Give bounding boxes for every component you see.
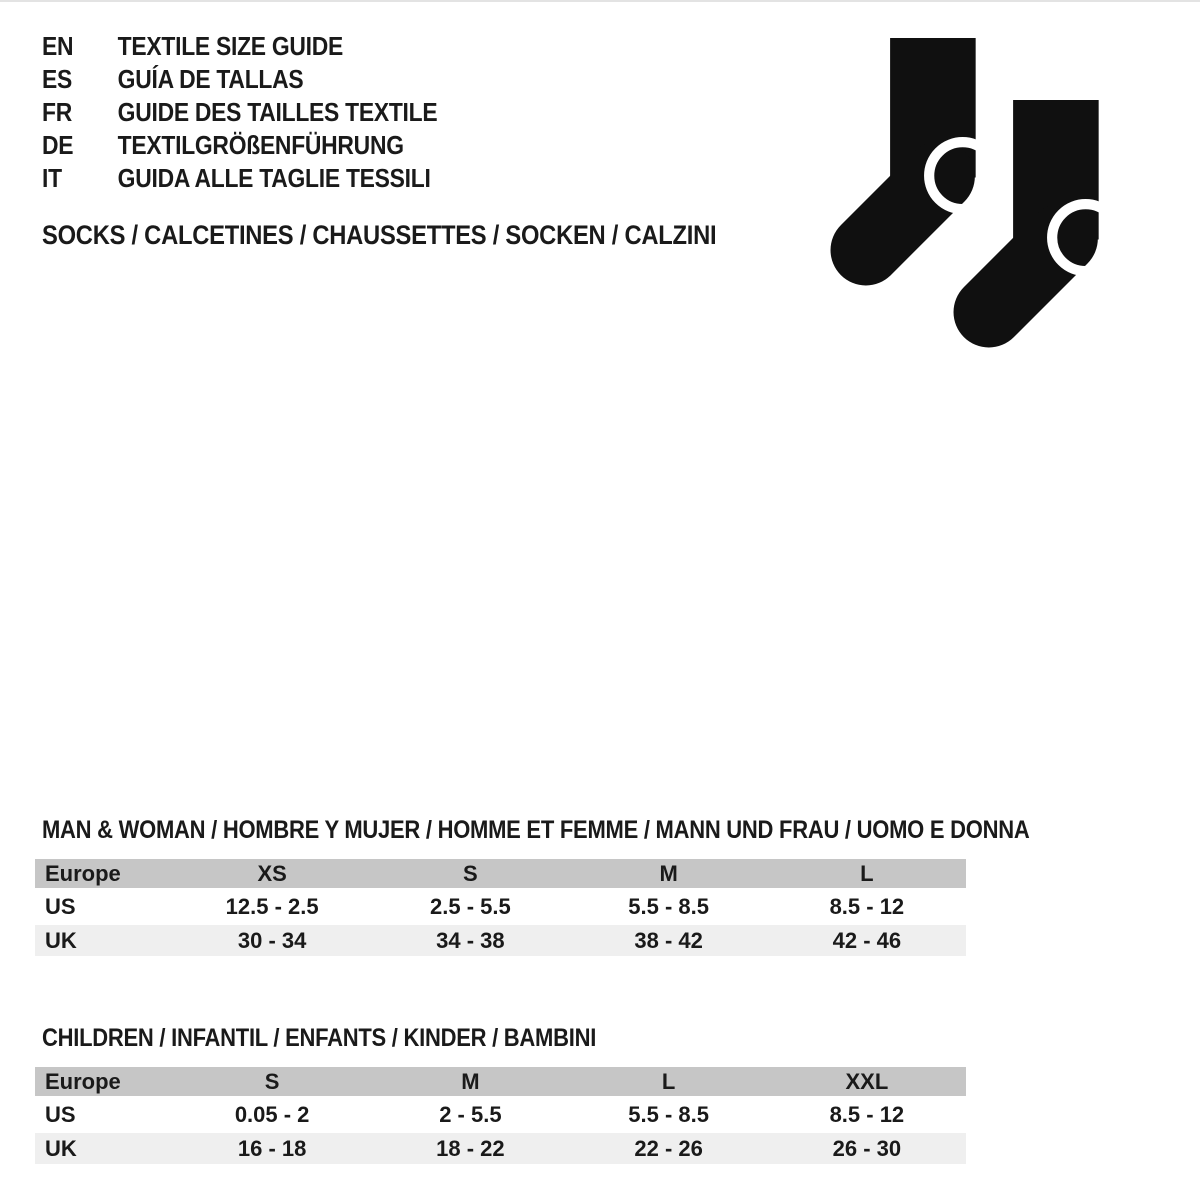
sock-left (816, 38, 996, 300)
table-row (35, 891, 966, 922)
column-header: XS (257, 860, 287, 886)
row-label: US (45, 1101, 76, 1127)
size-cell: 5.5 - 8.5 (628, 893, 709, 919)
man-woman-size-table (35, 856, 966, 959)
column-header: L (860, 860, 874, 886)
size-cell: 16 - 18 (237, 1135, 307, 1161)
category-title: SOCKS / CALCETINES / CHAUSSETTES / SOCKEN / CALZINI (42, 220, 717, 250)
table-row (35, 1099, 966, 1130)
language-list (42, 30, 491, 195)
size-cell: 26 - 30 (832, 1135, 902, 1161)
size-cell: 8.5 - 12 (829, 1101, 905, 1127)
size-cell: 42 - 46 (832, 927, 902, 953)
language-row-fr (42, 96, 437, 129)
row-label: UK (45, 927, 77, 953)
language-title: GUIDE DES TAILLES TEXTILE (117, 97, 438, 127)
language-row-en (42, 30, 437, 63)
column-header: S (463, 860, 478, 886)
language-title: TEXTILE SIZE GUIDE (117, 31, 344, 61)
size-cell: 30 - 34 (237, 927, 307, 953)
language-code: EN (42, 31, 74, 61)
language-code: DE (42, 130, 74, 160)
table-title: MAN & WOMAN / HOMBRE Y MUJER / HOMME ET FEMME / MANN UND FRAU / UOMO E DONNA (42, 816, 1030, 844)
row-label: US (45, 893, 76, 919)
header-row (35, 1067, 966, 1096)
language-code: IT (42, 163, 62, 193)
man-woman-size-table-section (35, 816, 1030, 959)
column-header: Europe (45, 1068, 121, 1094)
size-cell: 5.5 - 8.5 (628, 1101, 709, 1127)
children-size-table-section (35, 1026, 966, 1167)
column-header: L (661, 1068, 676, 1094)
column-header: Europe (45, 860, 121, 886)
socks-icon (800, 25, 1140, 365)
language-title: TEXTILGRÖßENFÜHRUNG (117, 130, 404, 160)
size-cell: 12.5 - 2.5 (225, 893, 319, 919)
size-cell: 8.5 - 12 (829, 893, 905, 919)
language-code: ES (42, 64, 73, 94)
language-row-es (42, 63, 437, 96)
size-cell: 18 - 22 (436, 1135, 505, 1161)
size-cell: 0.05 - 2 (234, 1101, 310, 1127)
top-border-line (0, 0, 1200, 2)
language-row-it (42, 162, 437, 195)
column-header: M (659, 860, 678, 886)
column-header: XXL (845, 1068, 889, 1094)
language-title: GUIDA ALLE TAGLIE TESSILI (117, 163, 431, 193)
table-row (35, 925, 966, 956)
size-cell: 34 - 38 (436, 927, 505, 953)
size-cell: 2 - 5.5 (439, 1101, 502, 1127)
language-code: FR (42, 97, 72, 127)
header-row (35, 859, 966, 888)
size-cell: 38 - 42 (634, 927, 703, 953)
row-label: UK (45, 1135, 77, 1161)
language-row-de (42, 129, 437, 162)
column-header: S (264, 1068, 280, 1094)
children-size-table (35, 1064, 966, 1167)
column-header: M (461, 1068, 480, 1094)
language-title: GUÍA DE TALLAS (117, 64, 304, 94)
size-cell: 2.5 - 5.5 (430, 893, 511, 919)
table-row (35, 1133, 966, 1164)
size-cell: 22 - 26 (634, 1135, 703, 1161)
table-title: CHILDREN / INFANTIL / ENFANTS / KINDER / BAMBINI (42, 1024, 597, 1052)
